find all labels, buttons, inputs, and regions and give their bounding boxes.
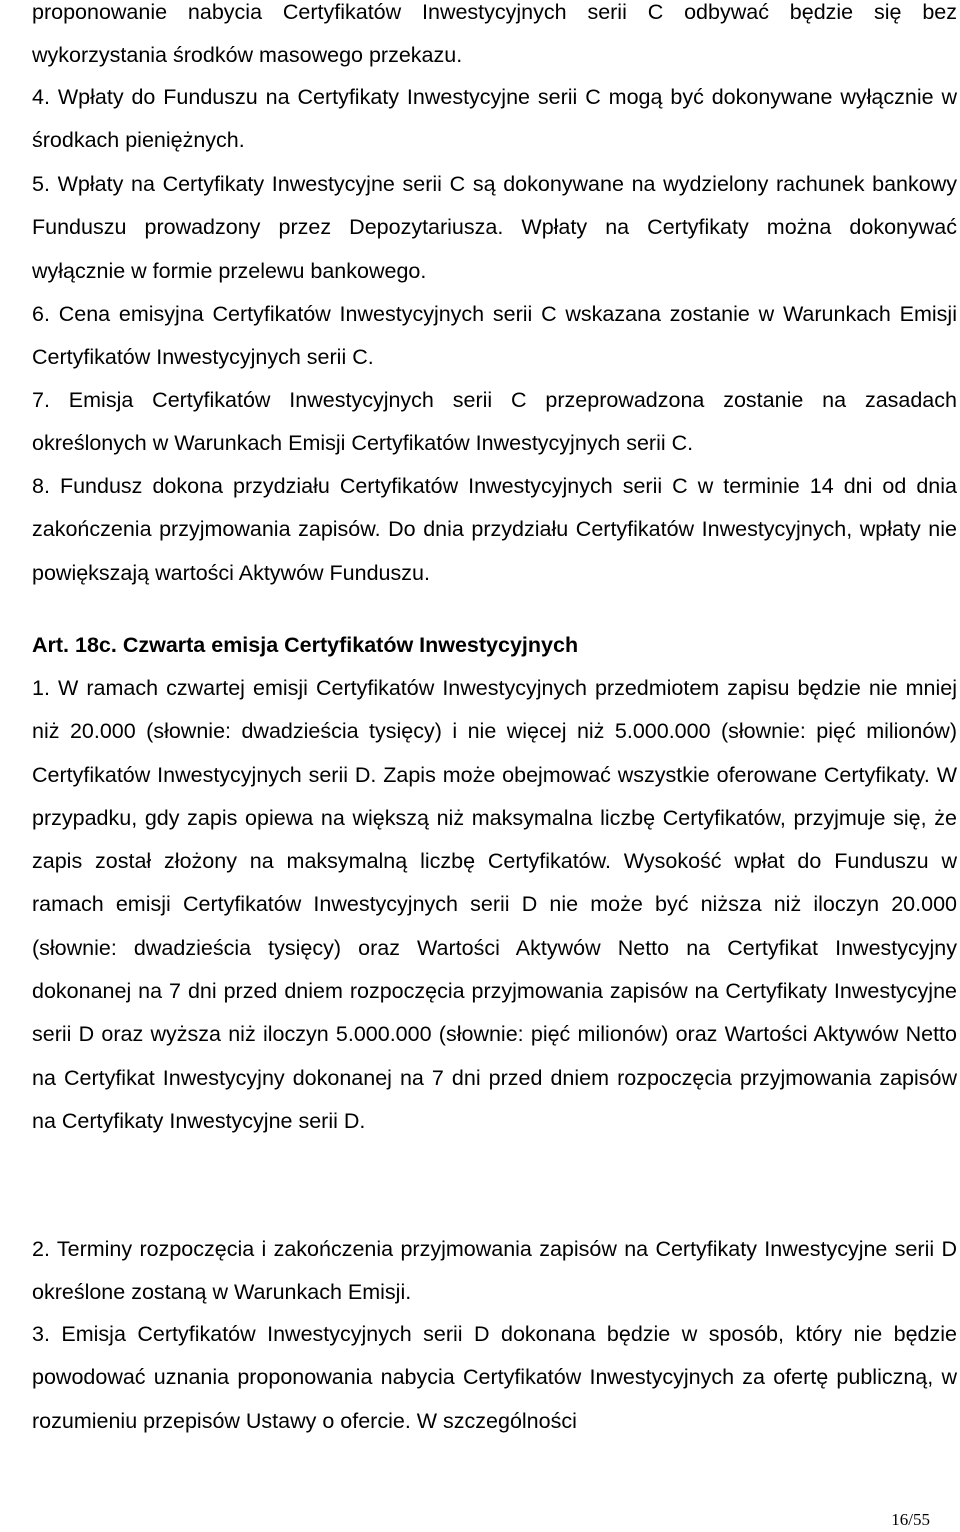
paragraph-text: Wpłaty do Funduszu na Certyfikaty Inwestycyjne serii C mogą być dokonywane wyłącznie w środkach pieniężnych. — [32, 85, 957, 153]
paragraph-number: 6. — [32, 302, 50, 326]
paragraph-7 — [32, 379, 957, 466]
paragraph-number: 1. — [32, 676, 50, 700]
paragraph-text: Emisja Certyfikatów Inwestycyjnych serii C przeprowadzona zostanie na zasadach określonych w Warunkach Emisji Certyfikatów Inwestycyjnych serii C. — [32, 388, 957, 456]
paragraph-text: W ramach czwartej emisji Certyfikatów Inwestycyjnych przedmiotem zapisu będzie nie mniej niż 20.000 (słownie: dwadzieścia tysięcy) i nie więcej niż 5.000.000 (słownie: pięć milionów) Certyfikatów Inwestycyjnych serii D. Zapis może obejmować wszystkie oferowane Certyfikaty. W przypadku, gdy zapis opiewa na większą niż maksymalna liczbę Certyfikatów, przyjmuje się, że zapis został złożony na maksymalną liczbę Certyfikatów. Wysokość wpłat do Funduszu w ramach emisji Certyfikatów Inwestycyjnych serii D nie może być niższa niż iloczyn 20.000 (słownie: dwadzieścia tysięcy) oraz Wartości Aktywów Netto na Certyfikat Inwestycyjny dokonanej na 7 dni przed dniem rozpoczęcia przyjmowania zapisów na Certyfikaty Inwestycyjne serii D oraz wyższa niż iloczyn 5.000.000 (słownie: pięć milionów) oraz Wartości Aktywów Netto na Certyfikat Inwestycyjny dokonanej na 7 dni przed dniem rozpoczęcia przyjmowania zapisów na Certyfikaty Inwestycyjne serii D. — [32, 676, 957, 1133]
paragraph-text: Cena emisyjna Certyfikatów Inwestycyjnych serii C wskazana zostanie w Warunkach Emisji Certyfikatów Inwestycyjnych serii C. — [32, 302, 957, 370]
paragraph-number: 7. — [32, 388, 50, 412]
paragraph-text: Wpłaty na Certyfikaty Inwestycyjne serii C są dokonywane na wydzielony rachunek bankowy Funduszu prowadzony przez Depozytariusza. Wpłaty na Certyfikaty można dokonywać wyłącznie w formie przelewu bankowego. — [32, 172, 957, 283]
paragraph-number: 8. — [32, 474, 50, 498]
paragraph-8 — [32, 465, 957, 595]
article-heading: Art. 18c. Czwarta emisja Certyfikatów Inwestycyjnych — [32, 633, 579, 657]
paragraph-2 — [32, 1228, 957, 1315]
paragraph-3 — [32, 1313, 957, 1443]
paragraph-text: Fundusz dokona przydziału Certyfikatów Inwestycyjnych serii C w terminie 14 dni od dnia zakończenia przyjmowania zapisów. Do dnia przydziału Certyfikatów Inwestycyjnych, wpłaty nie powiększają wartości Aktywów Funduszu. — [32, 474, 957, 585]
paragraph-text: proponowanie nabycia Certyfikatów Inwestycyjnych serii C odbywać będzie się bez wykorzystania środków masowego przekazu. — [32, 0, 957, 68]
paragraph-text: Terminy rozpoczęcia i zakończenia przyjmowania zapisów na Certyfikaty Inwestycyjne serii D określone zostaną w Warunkach Emisji. — [32, 1237, 957, 1305]
paragraph-number: 4. — [32, 85, 50, 109]
paragraph-number: 3. — [32, 1322, 50, 1346]
page-number: 16/55 — [891, 1510, 930, 1529]
paragraph-number: 5. — [32, 172, 50, 196]
paragraph-1 — [32, 667, 957, 1143]
paragraph-text: Emisja Certyfikatów Inwestycyjnych serii D dokonana będzie w sposób, który nie będzie powodować uznania proponowania nabycia Certyfikatów Inwestycyjnych za ofertę publiczną, w rozumieniu przepisów Ustawy o ofercie. W szczególności — [32, 1322, 957, 1433]
paragraph-6 — [32, 293, 957, 380]
paragraph-5 — [32, 163, 957, 293]
paragraph-continued — [32, 0, 957, 78]
paragraph-4 — [32, 76, 957, 163]
paragraph-number: 2. — [32, 1237, 50, 1261]
